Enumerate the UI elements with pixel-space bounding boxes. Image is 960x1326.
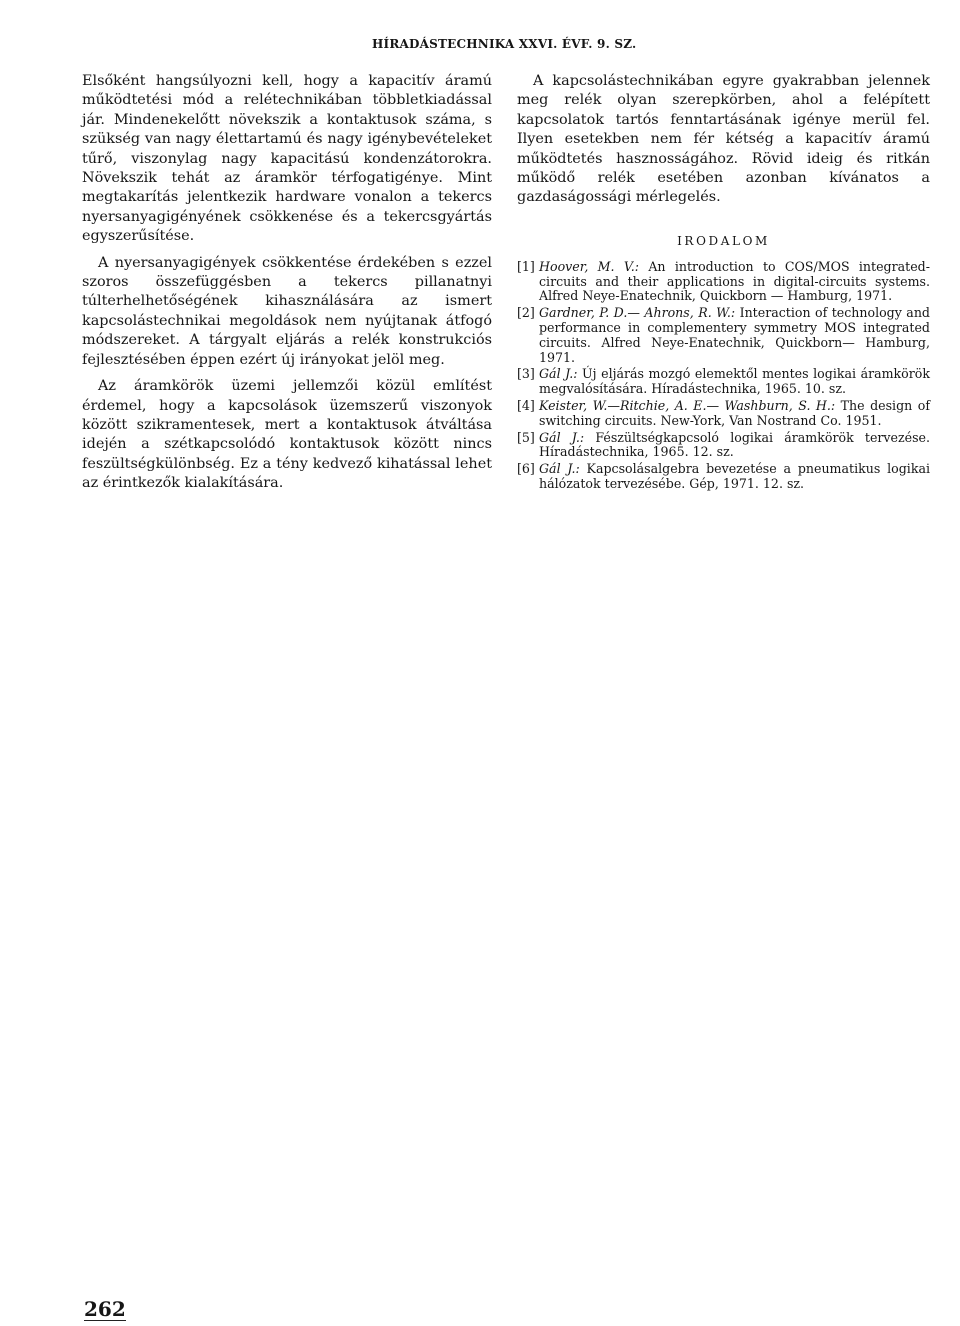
- reference-item: [517, 367, 930, 397]
- reference-authors: Gál J.:: [539, 461, 580, 477]
- reference-number: [1]: [517, 258, 535, 274]
- references-list: [517, 260, 930, 492]
- reference-item: [517, 462, 930, 492]
- reference-text: Fészültségkapcsoló logikai áramkörök tervezése. Híradástechnika, 1965. 12. sz.: [539, 429, 931, 460]
- reference-authors: Keister, W.—Ritchie, A. E.— Washburn, S. H.:: [539, 398, 836, 414]
- page-number: 262: [84, 1297, 126, 1321]
- reference-number: [2]: [517, 305, 535, 321]
- references-title: IRODALOM: [677, 233, 770, 248]
- reference-number: [6]: [517, 461, 535, 477]
- right-column: [517, 72, 930, 494]
- paragraph-1: Elsőként hangsúlyozni kell, hogy a kapacitív áramú működtetési mód a relétechnikában többletkiadással jár. Mindenekelőtt növekszik a kontaktusok száma, s szükség van nagy élettartamú és nagy igénybevételeket tűrő, viszonylag nagy kapacitású kondenzátorokra. Növekszik tehát az áramkör térfogatigénye. Mint megtakarítás jelentkezik hardware vonalon a tekercs nyersanyagigényének csökkenése és a tekercsgyártás egyszerűsítése.: [82, 73, 492, 245]
- paragraph-2: A nyersanyagigények csökkentése érdekében s ezzel szoros összefüggésben a tekercs pillanatnyi túlterhelhetőségének kihasználására az ismert kapcsolástechnikai megoldások nem nyújtanak átfogó módszereket. A tárgyalt eljárás a relék konstrukciós fejlesztésében éppen ezért új irányokat jelöl meg.: [82, 254, 492, 368]
- reference-item: [517, 306, 930, 365]
- reference-text: An introduction to COS/MOS integrated-circuits and their applications in digital-circuits systems. Alfred Neye-Enatechnik, Quickborn — Hamburg, 1971.: [539, 258, 930, 304]
- reference-item: [517, 431, 930, 461]
- reference-authors: Gardner, P. D.— Ahrons, R. W.:: [539, 305, 736, 321]
- running-header: HÍRADÁSTECHNIKA XXVI. ÉVF. 9. SZ.: [372, 37, 637, 51]
- reference-text: Új eljárás mozgó elemektől mentes logikai áramkörök megvalósítására. Híradástechnika, 1965. 10. sz.: [539, 366, 931, 397]
- paragraph-3: Az áramkörök üzemi jellemzői közül említést érdemel, hogy a kapcsolások üzemszerű viszonyok között szikramentesek, mert a kontaktusok átváltása idején a szétkapcsolódó kontaktusok között nincs feszültségkülönbség. Ez a tény kedvező kihatással lehet az érintkezők kialakítására.: [82, 378, 492, 492]
- left-column: [82, 72, 492, 501]
- reference-text: The design of switching circuits. New-York, Van Nostrand Co. 1951.: [539, 398, 930, 428]
- paragraph-4: A kapcsolástechnikában egyre gyakrabban jelennek meg relék olyan szerepkörben, ahol a felépített kapcsolatok tartós fenntartásának igénye merül fel. Ilyen esetekben nem fér kétség a kapacitív áramú működtetés hasznosságához. Rövid ideig és ritkán működő relék esetében azonban kívánatos a gazdaságossági mérlegelés.: [517, 73, 930, 206]
- reference-authors: Gál J.:: [539, 429, 585, 445]
- reference-number: [3]: [517, 366, 535, 382]
- reference-item: [517, 399, 930, 429]
- reference-text: Interaction of technology and performance in complementery symmetry MOS integrated circuits. Alfred Neye-Enatechnik, Quickborn— Hamburg, 1971.: [539, 305, 930, 365]
- reference-number: [5]: [517, 429, 535, 445]
- reference-authors: Gál J.:: [539, 366, 578, 382]
- reference-item: [517, 260, 930, 304]
- reference-number: [4]: [517, 398, 535, 414]
- reference-authors: Hoover, M. V.:: [539, 258, 640, 274]
- reference-text: Kapcsolásalgebra bevezetése a pneumatikus logikai hálózatok tervezésébe. Gép, 1971. 12. sz.: [539, 461, 930, 491]
